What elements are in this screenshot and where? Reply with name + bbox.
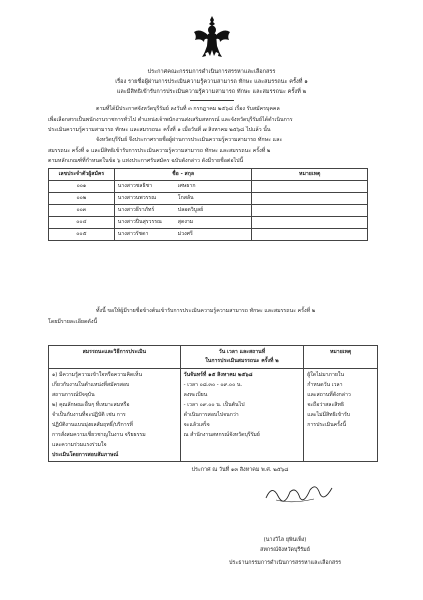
table-row [49, 181, 368, 193]
column-header-name: ชื่อ - สกุล [114, 169, 252, 181]
announcement-date: ประกาศ ณ วันที่ ๑๓ สิงหาคม พ.ศ. ๒๕๖๘ [191, 467, 289, 473]
cell-line: สถานการณ์ปัจจุบัน [52, 392, 95, 398]
cell-line: วันจันทร์ที่ ๑๕ สิงหาคม ๒๕๖๘ [183, 372, 253, 378]
column-header-method: สมรรถนะและวิธีการประเมิน [49, 346, 181, 369]
table-row [49, 369, 378, 462]
candidate-note [252, 181, 368, 193]
announcement-subject-cont: และมีสิทธิเข้ารับการประเมินความรู้ความสามารถ ทักษะ และสมรรถนะ ครั้งที่ ๒ [116, 89, 307, 95]
table-row [49, 217, 368, 229]
cell-line: กำหนดวัน เวลา [307, 382, 343, 388]
cell-line: ดำเนินการสอบไปจนกว่า [183, 412, 239, 418]
paragraph-line: ทั้งนี้ ขอให้ผู้มีรายชื่อข้างต้นเข้ารับการประเมินความรู้ความสามารถ ทักษะ และสมรรถนะ ครั้งที่ ๒ [96, 308, 316, 314]
column-header-note: หมายเหตุ [252, 169, 368, 181]
cell-line: ณ สำนักงานสหกรณ์จังหวัดบุรีรัมย์ [183, 432, 260, 438]
announcement-issuer: ประกาศคณะกรรมการดำเนินการสรรหาและเลือกสรร [147, 69, 276, 75]
cell-line: และสถานที่ดังกล่าว [307, 392, 351, 398]
assessment-datetime-cell [180, 369, 304, 462]
candidate-name [114, 205, 252, 217]
cell-line: และไม่มีสิทธิเข้ารับ [307, 412, 351, 418]
table-header-row [49, 346, 378, 369]
table-row [49, 193, 368, 205]
announcement-subject: เรื่อง รายชื่อผู้ผ่านการประเมินความรู้ความสามารถ ทักษะ และสมรรถนะ ครั้งที่ ๑ [115, 79, 308, 85]
paragraph-line: สมรรถนะ ครั้งที่ ๑ และมีสิทธิเข้ารับการประเมินความรู้ความสามารถ ทักษะ และสมรรถนะ ครั้งที่ ๒ [48, 147, 271, 154]
first-name: นางสาวปิ่นสุรวรรณ [117, 219, 162, 225]
paragraph-line: จังหวัดบุรีรัมย์ จึงประกาศรายชื่อผู้ผ่านการประเมินความรู้ความสามารถ ทักษะ และ [96, 137, 283, 143]
signatory-name: (นางวิไล ยุพินเพ็ง) [263, 537, 307, 543]
header-line: ในการประเมินสมรรถนะ ครั้งที่ ๒ [205, 358, 279, 364]
paragraph-line: เพื่อเลือกสรรเป็นพนักงานราชการทั่วไป ตำแหน่งเจ้าพนักงานส่งเสริมสหกรณ์ และจังหวัดบุรีรัมย์ได้ดำเนินการ [48, 116, 293, 123]
candidate-note [252, 193, 368, 205]
cell-line: จะแล้วเสร็จ [183, 422, 210, 428]
last-name: สุดงาม [177, 219, 194, 225]
cell-line: - เวลา ๐๘.๓๐ - ๐๙.๐๐ น. [183, 382, 243, 388]
assessment-schedule-table [48, 345, 378, 462]
column-header-note: หมายเหตุ [304, 346, 378, 369]
last-name: โกสลัน [177, 195, 194, 201]
first-name: นางสาวรัชดา [117, 231, 149, 237]
last-name: เศษธาก [177, 183, 196, 189]
candidate-name [114, 181, 252, 193]
heading-divider [190, 100, 234, 101]
table-row [49, 205, 368, 217]
candidate-note [252, 229, 368, 241]
column-header-datetime [180, 346, 304, 369]
signatory-role: ประธานกรรมการดำเนินการสรรหาและเลือกสรร [229, 560, 341, 566]
paragraph-background [48, 104, 378, 136]
last-name: ปลอดวิบูลย์ [177, 207, 204, 213]
assessment-method-cell [49, 369, 181, 462]
candidate-name [114, 217, 252, 229]
paragraph-line: โดยมีรายละเอียดดังนี้ [48, 318, 98, 325]
candidate-note [252, 217, 368, 229]
cell-line: การสั่งสมความเชี่ยวชาญในงาน จริยธรรม [52, 432, 146, 438]
cell-line: ๑) มีความรู้ความเข้าใจหรือความคิดเห็น [52, 372, 143, 378]
first-name: นางสาวนพวรรณ [117, 195, 157, 201]
cell-line: ๒) คุณลักษณะอื่นๆ ที่เหมาะสมหรือ [52, 402, 130, 408]
paragraph-line: ประเมินความรู้ความสามารถ ทักษะ และสมรรถนะ ครั้งที่ ๑ เมื่อวันที่ ๗ สิงหาคม ๒๕๖๘ ไปแล้ว นั้น [48, 127, 271, 133]
last-name: ม่วงศรี [177, 231, 193, 237]
candidate-id: ๐๐๑ [49, 181, 115, 193]
assessment-note-cell [304, 369, 378, 462]
cell-line: ปฏิบัติงานแบบมุ่งผลสัมฤทธิ์/บริการที่ [52, 422, 133, 428]
cell-line: การประเมินครั้งนี้ [307, 422, 347, 428]
cell-line: - เวลา ๐๙.๐๐ น. เป็นต้นไป [183, 402, 245, 408]
garuda-emblem-icon [192, 14, 232, 58]
handwritten-signature [258, 478, 338, 508]
paragraph-announcement [48, 135, 378, 167]
cell-line: ลงทะเบียน [183, 392, 208, 398]
cell-line: ประเมินโดยการสอบสัมภาษณ์ [52, 452, 119, 458]
candidate-id: ๐๐๔ [49, 217, 115, 229]
candidate-name [114, 229, 252, 241]
paragraph-instructions [48, 306, 378, 327]
first-name: นางสาวธีราภัทร์ [117, 207, 155, 213]
candidate-name [114, 193, 252, 205]
column-header-id: เลขประจำตัวผู้สมัคร [49, 169, 115, 181]
cell-line: เกี่ยวกับงานในตำแหน่งที่สมัครสอบ [52, 382, 130, 388]
signatory-title: สหกรณ์จังหวัดบุรีรัมย์ [260, 547, 310, 553]
table-row [49, 229, 368, 241]
cell-line: ผู้ใดไม่มาภายใน [307, 372, 344, 378]
candidates-table [48, 168, 368, 241]
cell-line: จะถือว่าสละสิทธิ [307, 402, 345, 408]
table-header-row [49, 169, 368, 181]
first-name: นางสาวชลธิชา [117, 183, 153, 189]
header-line: วัน เวลา และสถานที่ [218, 349, 266, 355]
paragraph-line: ตามที่ได้มีประกาศจังหวัดบุรีรัมย์ ลงวันที่ ๓ กรกฎาคม ๒๕๖๘ เรื่อง รับสมัครบุคคล [96, 106, 280, 112]
candidate-id: ๐๐๒ [49, 193, 115, 205]
cell-line: และความร่วมแรงร่วมใจ [52, 442, 107, 448]
candidate-id: ๐๐๓ [49, 205, 115, 217]
candidate-note [252, 205, 368, 217]
cell-line: จำเป็นกับงานที่จะปฏิบัติ เช่น การ [52, 412, 126, 418]
candidate-id: ๐๐๕ [49, 229, 115, 241]
paragraph-line: ตามหลักเกณฑ์ที่กำหนดในข้อ ๖ แห่งประกาศรับสมัคร ฉบับดังกล่าว ดังมีรายชื่อต่อไปนี้ [48, 158, 244, 164]
